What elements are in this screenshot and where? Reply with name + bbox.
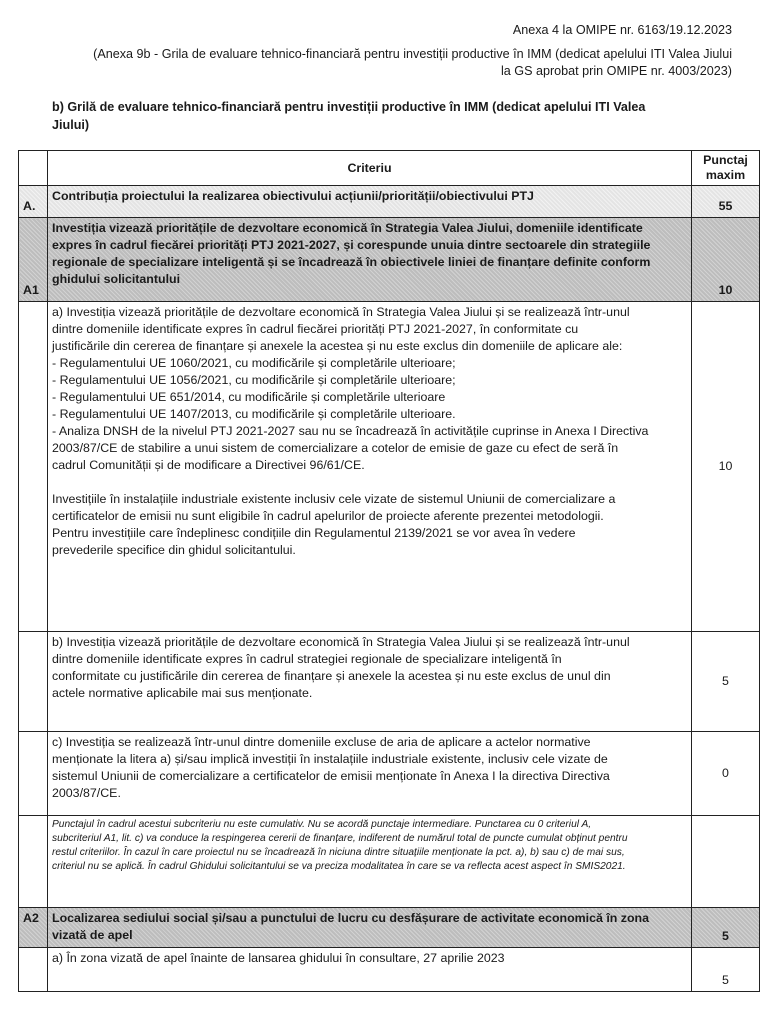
subcriterion-a2-row xyxy=(19,908,760,948)
subcriterion-a2-text xyxy=(48,908,692,948)
a1b-line: actele normative aplicabile mai sus menționate. xyxy=(52,686,313,700)
note-row xyxy=(19,816,760,908)
a1b-line: b) Investiția vizează prioritățile de dezvoltare economică în Strategia Valea Jiului și se realizează într-unul xyxy=(52,635,630,649)
a1c-line: 2003/87/CE. xyxy=(52,786,121,800)
a1a-line: dintre domeniile identificate expres în cadrul fiecărei priorități PTJ 2021-2027, în conformitate cu xyxy=(52,322,579,336)
annex-line-1: Anexa 4 la OMIPE nr. 6163/19.12.2023 xyxy=(512,23,732,37)
annex-line-2: (Anexa 9b - Grila de evaluare tehnico-financiară pentru investiții productive în IMM (dedicat apelului ITI Valea Jiului xyxy=(93,47,732,61)
option-a2a-row xyxy=(19,948,760,992)
a1a-line: Pentru investițiile care îndeplinesc condițiile din Regulamentul 2139/2021 se vor avea în vedere xyxy=(52,526,576,540)
option-a2a-text: a) În zona vizată de apel înainte de lansarea ghidului în consultare, 27 aprilie 2023 xyxy=(48,948,692,992)
a1c-line: c) Investiția se realizează într-unul dintre domeniile excluse de aria de aplicare a actelor normative xyxy=(52,735,591,749)
note-line: criteriul nu se aplică. În cadrul Ghidului solicitantului se va preciza modalitatea în care se va reflecta acest aspect în SMIS2021. xyxy=(52,861,626,872)
subcriterion-a2-points: 5 xyxy=(692,908,760,948)
a1a-line: cadrul Comunității și de modificare a Directivei 96/61/CE. xyxy=(52,458,365,472)
annex-subtitle xyxy=(93,46,732,80)
a1a-line: - Analiza DNSH de la nivelul PTJ 2021-2027 sau nu se încadrează în activitățile cuprinse in Anexa I Directiva xyxy=(52,424,649,438)
a1-line: expres în cadrul fiecărei priorități PTJ 2021-2027, și corespunde unuia dintre sectoarele din strategiile xyxy=(52,238,651,252)
header-criteriu: Criteriu xyxy=(48,151,692,186)
note-code xyxy=(19,816,48,908)
option-a1b-code xyxy=(19,632,48,732)
option-a1b-points: 5 xyxy=(692,632,760,732)
a1a-line: justificările din cererea de finanțare și anexele la acestea și nu este exclus din domeniile de aplicare ale: xyxy=(52,339,623,353)
header-punctaj-line-2: maxim xyxy=(705,168,746,182)
note-points xyxy=(692,816,760,908)
subcriterion-a1-text xyxy=(48,218,692,302)
a1c-line: menționate la litera a) și/sau implică investiții în instalațiile industriale existente, inclusiv cele vizate de xyxy=(52,752,608,766)
a1a-line: - Regulamentului UE 1407/2013, cu modificările și completările ulterioare. xyxy=(52,407,456,421)
note-line: restul criteriilor. În cazul în care proiectul nu se încadrează în niciuna dintre situațiile menționate la pct. a), b) sau c) de mai sus, xyxy=(52,847,625,858)
note-text xyxy=(48,816,692,908)
section-title-line-2: Jiului) xyxy=(52,118,90,132)
option-a1c-row xyxy=(19,732,760,816)
option-a2a-points: 5 xyxy=(692,948,760,992)
note-line: Punctajul în cadrul acestui subcriteriu nu este cumulativ. Nu se acordă punctaje intermediare. Punctarea cu 0 criteriul A, xyxy=(52,819,592,830)
annex-line-3: la GS aprobat prin OMIPE nr. 4003/2023) xyxy=(500,64,732,78)
option-a1c-code xyxy=(19,732,48,816)
a1a-line: certificatelor de emisii nu sunt eligibile în cadrul apelurilor de proiecte aferente prezentei metodologii. xyxy=(52,509,604,523)
criterion-a-text: Contribuția proiectului la realizarea obiectivului acțiunii/priorității/obiectivului PTJ xyxy=(48,186,692,218)
option-a1a-code xyxy=(19,302,48,632)
note-line: subcriteriul A1, lit. c) va conduce la respingerea cererii de finanțare, indiferent de numărul total de puncte cumulat obținut pentru xyxy=(52,833,628,844)
a2-line: Localizarea sediului social și/sau a punctului de lucru cu desfășurare de activitate economică în zona xyxy=(52,911,650,925)
option-a1a-text xyxy=(48,302,692,632)
criterion-a-code: A. xyxy=(19,186,48,218)
a1a-line: 2003/87/CE de stabilire a unui sistem de comercializare a cotelor de emisie de gaze cu efect de seră în xyxy=(52,441,619,455)
a1a-line: a) Investiția vizează prioritățile de dezvoltare economică în Strategia Valea Jiului și se realizează într-unul xyxy=(52,305,630,319)
subcriterion-a1-points: 10 xyxy=(692,218,760,302)
a1-line: Investiția vizează prioritățile de dezvoltare economică în Strategia Valea Jiului, domeniile identificate xyxy=(52,221,643,235)
section-title xyxy=(52,98,722,134)
a1a-line: - Regulamentului UE 1056/2021, cu modificările și completările ulterioare; xyxy=(52,373,456,387)
a1-line: regionale de specializare inteligentă și se încadrează în obiectivele liniei de finanțare definite conform xyxy=(52,255,651,269)
option-a1a-row xyxy=(19,302,760,632)
subcriterion-a2-code: A2 xyxy=(19,908,48,948)
a2-line: vizată de apel xyxy=(52,928,133,942)
table-header-row xyxy=(19,151,760,186)
a1a-line: Investițiile în instalațiile industriale existente inclusiv cele vizate de sistemul Uniunii de comercializare a xyxy=(52,492,616,506)
a1a-line: prevederile specifice din ghidul solicitantului. xyxy=(52,543,296,557)
option-a1a-points: 10 xyxy=(692,302,760,632)
option-a2a-code xyxy=(19,948,48,992)
header-code-cell xyxy=(19,151,48,186)
a1a-line: - Regulamentului UE 651/2014, cu modificările și completările ulterioare xyxy=(52,390,446,404)
subcriterion-a1-code: A1 xyxy=(19,218,48,302)
annex-reference xyxy=(513,22,732,39)
header-punctaj xyxy=(692,151,760,186)
option-a1c-points: 0 xyxy=(692,732,760,816)
subcriterion-a1-row xyxy=(19,218,760,302)
header-punctaj-line-1: Punctaj xyxy=(703,153,748,167)
option-a1b-row xyxy=(19,632,760,732)
a1-line: ghidului solicitantului xyxy=(52,272,181,286)
option-a1c-text xyxy=(48,732,692,816)
a1b-line: conformitate cu justificările din cererea de finanțare și anexele la acestea și nu este exclus de unul din xyxy=(52,669,611,683)
option-a1b-text xyxy=(48,632,692,732)
a1c-line: sistemul Uniunii de comercializare a certificatelor de emisii menționate în Anexa I la directiva Directiva xyxy=(52,769,610,783)
a1a-line: - Regulamentului UE 1060/2021, cu modificările și completările ulterioare; xyxy=(52,356,456,370)
paragraph-gap xyxy=(52,474,687,491)
section-title-line-1: b) Grilă de evaluare tehnico-financiară pentru investiții productive în IMM (dedicat apelului ITI Valea xyxy=(52,100,646,114)
a1b-line: dintre domeniile identificate expres în cadrul strategiei regionale de specializare inteligentă în xyxy=(52,652,562,666)
evaluation-grid-table xyxy=(18,150,760,992)
criterion-a-points: 55 xyxy=(692,186,760,218)
criterion-a-row xyxy=(19,186,760,218)
